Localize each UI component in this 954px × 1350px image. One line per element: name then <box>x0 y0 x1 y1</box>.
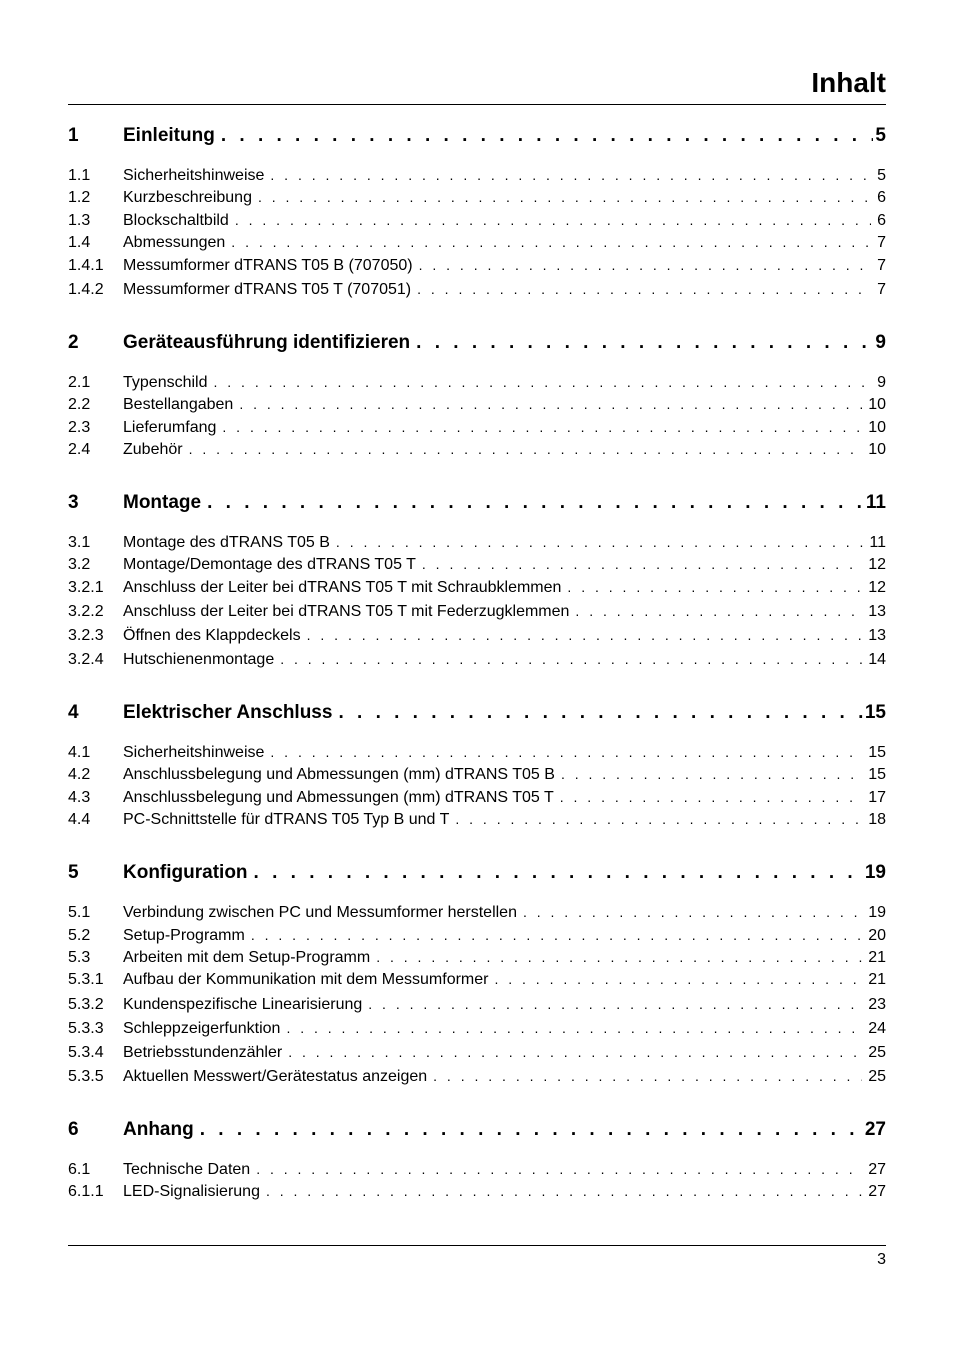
toc-title: Betriebsstundenzähler <box>123 1044 283 1061</box>
toc-page: 5 <box>875 125 886 146</box>
toc-leader <box>266 1181 862 1201</box>
toc-section-3-2-1[interactable] <box>68 577 886 598</box>
toc-leader <box>235 210 871 230</box>
toc-leader <box>307 625 863 645</box>
toc-page: 19 <box>868 904 886 921</box>
toc-title: Montage des dTRANS T05 B <box>123 534 330 551</box>
toc-title: Anschlussbelegung und Abmessungen (mm) dTRANS T05 B <box>123 766 555 783</box>
toc-title: Konfiguration <box>123 862 248 883</box>
toc-section-4-4[interactable] <box>68 809 886 830</box>
toc-title: Kurzbeschreibung <box>123 189 252 206</box>
toc-page: 6 <box>877 189 886 206</box>
toc-title: Lieferumfang <box>123 419 217 436</box>
toc-number: 6 <box>68 1119 79 1140</box>
toc-chapter-6[interactable] <box>68 1118 886 1142</box>
toc-section-6-1[interactable] <box>68 1159 886 1180</box>
toc-page: 18 <box>868 811 886 828</box>
toc-leader <box>200 1118 863 1142</box>
toc-title: Arbeiten mit dem Setup-Programm <box>123 949 371 966</box>
toc-number: 3.2.2 <box>68 603 104 620</box>
toc-page: 19 <box>864 862 886 883</box>
toc-page: 5 <box>877 167 886 184</box>
toc-page: 25 <box>868 1044 886 1061</box>
toc-section-2-4[interactable] <box>68 439 886 460</box>
toc-leader <box>270 165 871 185</box>
toc-page: 7 <box>877 234 886 251</box>
toc-number: 5.3.2 <box>68 996 104 1013</box>
toc-page: 6 <box>877 212 886 229</box>
toc-leader <box>455 809 862 829</box>
toc-title: Einleitung <box>123 125 215 146</box>
toc-title: Setup-Programm <box>123 927 245 944</box>
toc-page: 10 <box>868 396 886 413</box>
toc-leader <box>376 947 862 967</box>
toc-leader <box>258 187 871 207</box>
toc-title: Anschlussbelegung und Abmessungen (mm) dTRANS T05 T <box>123 789 554 806</box>
toc-page: 7 <box>877 257 886 274</box>
toc-page: 15 <box>868 766 886 783</box>
toc-number: 1.4.2 <box>68 281 104 298</box>
toc-leader <box>256 1159 862 1179</box>
toc-chapter-5[interactable] <box>68 861 886 885</box>
toc-section-4-2[interactable] <box>68 764 886 785</box>
toc-leader <box>280 649 862 669</box>
toc-number: 5.3.1 <box>68 971 104 988</box>
toc-leader <box>494 969 862 989</box>
toc-leader <box>270 742 862 762</box>
toc-number: 5.3.4 <box>68 1044 104 1061</box>
toc-page: 9 <box>877 374 886 391</box>
toc-section-5-3-3[interactable] <box>68 1018 886 1039</box>
toc-number: 2 <box>68 332 79 353</box>
toc-chapter-2[interactable] <box>68 331 886 355</box>
toc-number: 6.1.1 <box>68 1183 104 1200</box>
toc-section-5-1[interactable] <box>68 902 886 923</box>
toc-section-5-3[interactable] <box>68 947 886 968</box>
toc-section-3-2-3[interactable] <box>68 625 886 646</box>
toc-number: 4.4 <box>68 811 91 828</box>
toc-title: Montage/Demontage des dTRANS T05 T <box>123 556 416 573</box>
toc-leader <box>221 124 874 148</box>
toc-title: Sicherheitshinweise <box>123 167 265 184</box>
toc-leader <box>207 491 864 515</box>
toc-leader <box>417 279 871 299</box>
toc-title: LED-Signalisierung <box>123 1183 260 1200</box>
toc-page: 27 <box>868 1161 886 1178</box>
toc-title: Anhang <box>123 1119 194 1140</box>
toc-leader <box>231 232 871 252</box>
toc-page: 15 <box>864 702 886 723</box>
toc-title: Zubehör <box>123 441 183 458</box>
toc-number: 3.2 <box>68 556 91 573</box>
toc-number: 3.2.1 <box>68 579 104 596</box>
toc-section-6-1-1[interactable] <box>68 1181 886 1202</box>
toc-title: Typenschild <box>123 374 208 391</box>
toc-title: Messumformer dTRANS T05 T (707051) <box>123 281 412 298</box>
toc-section-1-1[interactable] <box>68 165 886 186</box>
toc-title: Abmessungen <box>123 234 226 251</box>
toc-leader <box>567 577 862 597</box>
toc-leader <box>189 439 863 459</box>
toc-leader <box>251 925 862 945</box>
toc-number: 4.1 <box>68 744 91 761</box>
toc-section-5-3-1[interactable] <box>68 969 886 990</box>
toc-leader <box>222 417 862 437</box>
toc-leader <box>286 1018 862 1038</box>
toc-title: PC-Schnittstelle für dTRANS T05 Typ B und T <box>123 811 450 828</box>
toc-leader <box>254 861 863 885</box>
footer-rule <box>68 1245 886 1246</box>
toc-title: Aufbau der Kommunikation mit dem Messumformer <box>123 971 489 988</box>
toc-leader <box>336 532 863 552</box>
toc-number: 1.1 <box>68 167 91 184</box>
toc-number: 2.1 <box>68 374 91 391</box>
toc-title: Öffnen des Klappdeckels <box>123 627 301 644</box>
toc-number: 4.2 <box>68 766 91 783</box>
toc-title: Sicherheitshinweise <box>123 744 265 761</box>
toc-number: 5 <box>68 862 79 883</box>
toc-section-5-3-5[interactable] <box>68 1066 886 1087</box>
toc-number: 1.2 <box>68 189 91 206</box>
toc-number: 4 <box>68 702 79 723</box>
toc-section-2-1[interactable] <box>68 372 886 393</box>
toc-section-5-3-4[interactable] <box>68 1042 886 1063</box>
toc-number: 5.3.3 <box>68 1020 104 1037</box>
toc-page: 24 <box>868 1020 886 1037</box>
toc-number: 5.3.5 <box>68 1068 104 1085</box>
toc-title: Blockschaltbild <box>123 212 229 229</box>
page-title: Inhalt <box>811 67 886 98</box>
toc-leader <box>239 394 862 414</box>
toc-title: Montage <box>123 492 202 513</box>
toc-page: 15 <box>868 744 886 761</box>
toc-page: 23 <box>868 996 886 1013</box>
toc-page: 12 <box>868 556 886 573</box>
toc-section-3-2-2[interactable] <box>68 601 886 622</box>
toc-page: 9 <box>875 332 886 353</box>
toc-section-3-2-4[interactable] <box>68 649 886 670</box>
toc-number: 5.3 <box>68 949 91 966</box>
toc-section-1-2[interactable] <box>68 187 886 208</box>
toc-number: 3.1 <box>68 534 91 551</box>
toc-section-3-1[interactable] <box>68 532 886 553</box>
toc-title: Anschluss der Leiter bei dTRANS T05 T mit Schraubklemmen <box>123 579 562 596</box>
toc-number: 4.3 <box>68 789 91 806</box>
toc-title: Kundenspezifische Linearisierung <box>123 996 363 1013</box>
toc-chapter-1[interactable] <box>68 124 886 148</box>
toc-section-1-4-2[interactable] <box>68 279 886 300</box>
toc-number: 1.4 <box>68 234 91 251</box>
toc-number: 1 <box>68 125 79 146</box>
toc-page: 7 <box>877 281 886 298</box>
page-number: 3 <box>877 1251 886 1268</box>
toc-section-5-2[interactable] <box>68 925 886 946</box>
toc-page: 14 <box>868 651 886 668</box>
toc-page: 13 <box>868 627 886 644</box>
toc-section-2-3[interactable] <box>68 417 886 438</box>
toc-leader <box>433 1066 862 1086</box>
toc-page: 21 <box>868 949 886 966</box>
toc-title: Hutschienenmontage <box>123 651 275 668</box>
toc-title: Schleppzeigerfunktion <box>123 1020 281 1037</box>
toc-section-4-1[interactable] <box>68 742 886 763</box>
toc-title: Messumformer dTRANS T05 B (707050) <box>123 257 413 274</box>
toc-number: 2.3 <box>68 419 91 436</box>
toc-page: 17 <box>868 789 886 806</box>
toc-page: 10 <box>868 419 886 436</box>
toc-number: 2.2 <box>68 396 91 413</box>
toc-page: 11 <box>869 534 886 551</box>
toc-leader <box>523 902 862 922</box>
toc-section-1-3[interactable] <box>68 210 886 231</box>
toc-title: Aktuellen Messwert/Gerätestatus anzeigen <box>123 1068 428 1085</box>
toc-page: 25 <box>868 1068 886 1085</box>
toc-section-1-4[interactable] <box>68 232 886 253</box>
toc-page: 20 <box>868 927 886 944</box>
toc-number: 3.2.4 <box>68 651 104 668</box>
toc-leader <box>560 787 862 807</box>
toc-title: Geräteausführung identifizieren <box>123 332 411 353</box>
toc-leader <box>214 372 872 392</box>
toc-number: 5.2 <box>68 927 91 944</box>
toc-title: Verbindung zwischen PC und Messumformer herstellen <box>123 904 517 921</box>
toc-page: 10 <box>868 441 886 458</box>
toc-number: 1.4.1 <box>68 257 104 274</box>
header-rule <box>68 104 886 105</box>
toc-leader <box>288 1042 862 1062</box>
toc-chapter-3[interactable] <box>68 491 886 515</box>
toc-leader <box>575 601 862 621</box>
toc-number: 3.2.3 <box>68 627 104 644</box>
toc-number: 1.3 <box>68 212 91 229</box>
toc-number: 2.4 <box>68 441 91 458</box>
toc-page: 21 <box>868 971 886 988</box>
toc-title: Elektrischer Anschluss <box>123 702 333 723</box>
toc-number: 5.1 <box>68 904 91 921</box>
toc-section-2-2[interactable] <box>68 394 886 415</box>
toc-page: 27 <box>864 1119 886 1140</box>
toc-leader <box>338 701 862 725</box>
toc-chapter-4[interactable] <box>68 701 886 725</box>
toc-page: 12 <box>868 579 886 596</box>
toc-section-1-4-1[interactable] <box>68 255 886 276</box>
toc-leader <box>561 764 862 784</box>
toc-number: 6.1 <box>68 1161 91 1178</box>
toc-title: Bestellangaben <box>123 396 234 413</box>
toc-leader <box>368 994 862 1014</box>
toc-number: 3 <box>68 492 79 513</box>
toc-page: 13 <box>868 603 886 620</box>
toc-title: Anschluss der Leiter bei dTRANS T05 T mit Federzugklemmen <box>123 603 570 620</box>
toc-leader <box>416 331 873 355</box>
toc-title: Technische Daten <box>123 1161 251 1178</box>
toc-section-3-2[interactable] <box>68 554 886 575</box>
toc-leader <box>422 554 862 574</box>
toc-page: 11 <box>865 492 886 513</box>
toc-section-4-3[interactable] <box>68 787 886 808</box>
toc-page: 27 <box>868 1183 886 1200</box>
toc-section-5-3-2[interactable] <box>68 994 886 1015</box>
toc-leader <box>419 255 872 275</box>
